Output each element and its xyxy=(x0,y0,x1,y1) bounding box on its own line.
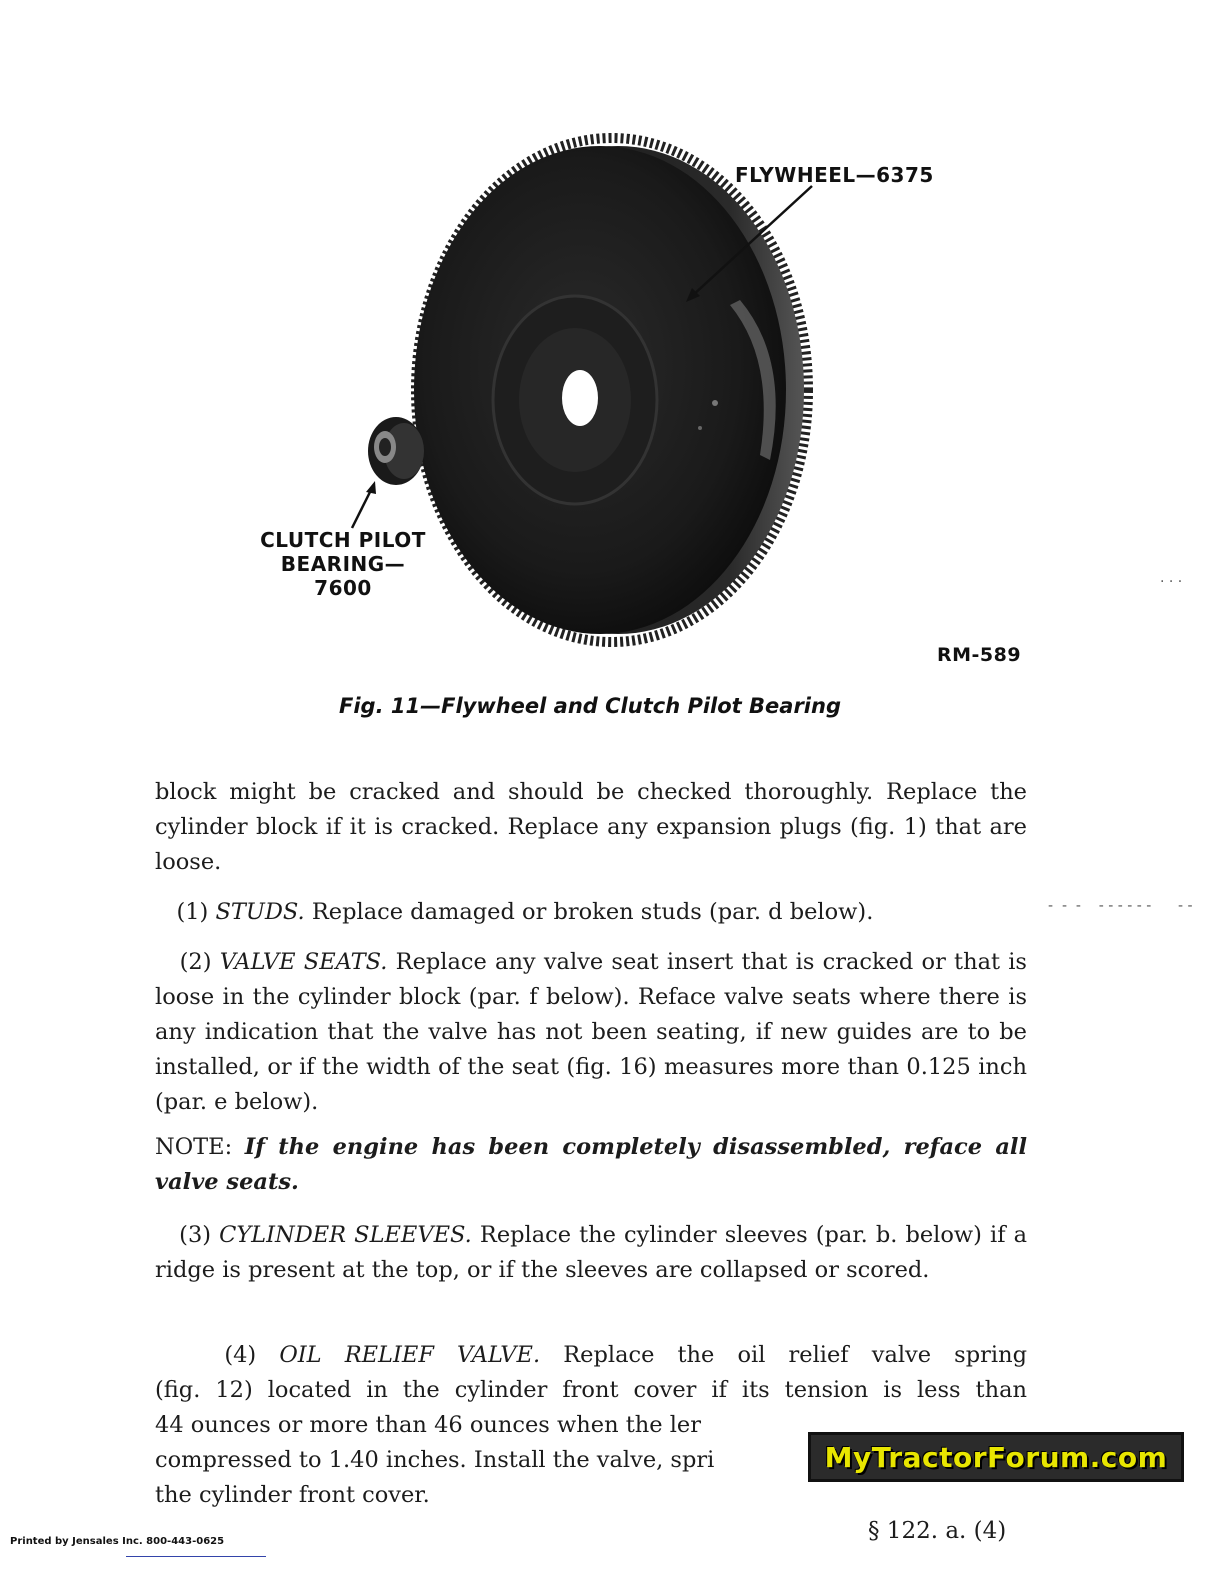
item-text-line2: (fig. 12) located in the cylinder front cover if its tension is less than xyxy=(155,1377,1027,1403)
pilot-label-line2: BEARING—7600 xyxy=(280,552,406,600)
paragraph-studs xyxy=(155,895,1027,930)
note-label: NOTE: xyxy=(155,1134,233,1160)
note-paragraph xyxy=(155,1130,1027,1200)
pilot-bearing-label xyxy=(258,528,428,600)
item-text-line5: the cylinder front cover. xyxy=(155,1482,430,1508)
note-text: If the engine has been completely disassembled, reface all valve seats. xyxy=(155,1134,1027,1195)
watermark-logo xyxy=(808,1432,1184,1482)
flywheel-label: FLYWHEEL—6375 xyxy=(735,163,934,187)
figure-caption: Fig. 11—Flywheel and Clutch Pilot Bearing xyxy=(339,694,841,718)
item-text: Replace the cylinder sleeves (par. b. below) if a ridge is present at the top, or if the sleeves are collapsed or scored. xyxy=(155,1222,1027,1283)
item-number: (3) xyxy=(179,1222,212,1248)
paragraph-valve-seats xyxy=(155,945,1027,1120)
item-text: Replace any valve seat insert that is cracked or that is loose in the cylinder block (par. f below). Reface valve seats where there is any indication that the valve has not been seating, if new guides are to be installed, or if the width of the seat (fig. 16) measures more than 0.125 inch (par. e below). xyxy=(155,949,1027,1115)
flywheel-figure xyxy=(0,0,1224,740)
flywheel-center-hole xyxy=(562,370,598,426)
figure-ref-code: RM-589 xyxy=(937,644,1022,666)
item-number: (1) xyxy=(176,899,209,925)
printer-credit: Printed by Jensales Inc. 800-443-0625 xyxy=(10,1536,225,1547)
item-heading: OIL RELIEF VALVE. xyxy=(279,1342,541,1368)
pilot-leader-line xyxy=(352,488,372,528)
flywheel-illustration xyxy=(0,0,1224,740)
section-reference: § 122. a. (4) xyxy=(868,1518,1007,1544)
item-text-line4: compressed to 1.40 inches. Install the valve, spri xyxy=(155,1447,715,1473)
item-text: Replace damaged or broken studs (par. d below). xyxy=(311,899,874,925)
paragraph-cylinder-sleeves xyxy=(155,1218,1027,1288)
item-heading: VALVE SEATS. xyxy=(219,949,388,975)
paragraph-cylinder-block: block might be cracked and should be checked thoroughly. Replace the cylinder block if it is cracked. Replace any expansion plugs (fig. 1) that are loose. xyxy=(155,779,1027,875)
watermark-text: MyTractorForum.com xyxy=(824,1440,1168,1474)
pilot-label-line1: CLUTCH PILOT xyxy=(260,528,426,552)
scan-specks: - - - - - - - - - - - xyxy=(1048,898,1193,914)
item-text-line3: 44 ounces or more than 46 ounces when the ler xyxy=(155,1412,701,1438)
item-number: (2) xyxy=(179,949,212,975)
item-number: (4) xyxy=(224,1342,257,1368)
paragraph-oil-relief-valve xyxy=(155,1338,1027,1513)
item-heading: CYLINDER SLEEVES. xyxy=(219,1222,472,1248)
item-text-line1: Replace the oil relief valve spring xyxy=(563,1342,1027,1368)
item-heading: STUDS. xyxy=(215,899,305,925)
printer-underline xyxy=(126,1556,266,1557)
scan-specks: . . . xyxy=(1160,570,1183,586)
